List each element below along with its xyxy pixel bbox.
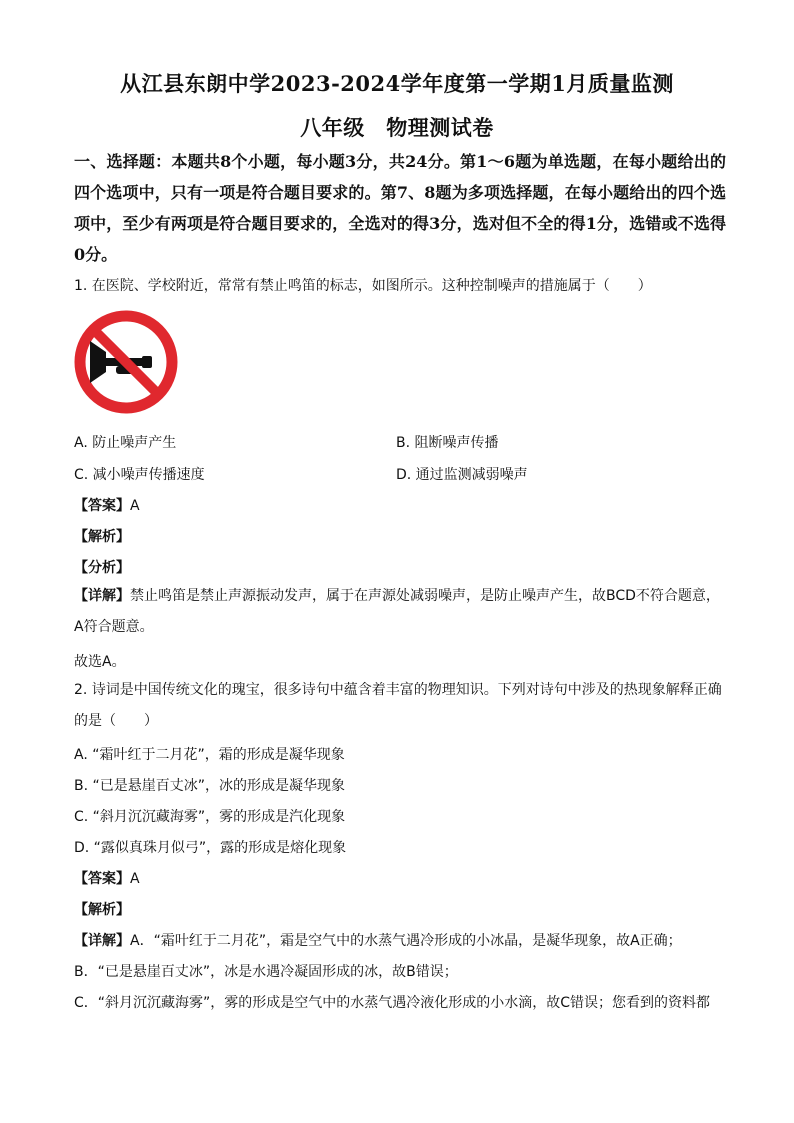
q1-option-c: C. 减小噪声传播速度 bbox=[74, 467, 205, 483]
answer-value: A bbox=[130, 871, 140, 887]
q1-conclusion: 故选A。 bbox=[74, 654, 126, 670]
q1-stem: 1. 在医院、学校附近，常常有禁止鸣笛的标志，如图所示。这种控制噪声的措施属于（ ） bbox=[74, 278, 652, 294]
q1-option-d: D. 通过监测减弱噪声 bbox=[396, 467, 528, 483]
page-title: 从江县东朗中学2023-2024学年度第一学期1月质量监测 bbox=[120, 71, 674, 96]
section-heading: 一、选择题：本题共8个小题，每小题3分，共24分。第1～6题为单选题，在每小题给出的四个选项中，只有一项是符合题目要求的。第7、8题为多项选择题，在每小题给出的四个选项中，至少有两项是符合题目要求的，全选对的得3分，选对但不全的得1分，选错或不选得0分。 bbox=[74, 152, 726, 264]
q2-detail-line-a bbox=[74, 930, 682, 950]
no-honking-sign-icon bbox=[72, 308, 180, 416]
q1-option-b: B. 阻断噪声传播 bbox=[396, 435, 499, 451]
detail-tag: 【详解】 bbox=[74, 588, 130, 604]
q1-answer bbox=[74, 495, 140, 515]
q2-option-d: D. “露似真珠月似弓”，露的形成是熔化现象 bbox=[74, 840, 347, 856]
q1-detail bbox=[74, 581, 722, 643]
detail-tag: 【详解】 bbox=[74, 933, 130, 949]
q2-analysis-tag: 【解析】 bbox=[74, 902, 130, 918]
answer-tag: 【答案】 bbox=[74, 498, 130, 514]
q2-option-a: A. “霜叶红于二月花”，霜的形成是凝华现象 bbox=[74, 747, 345, 763]
page-subtitle: 八年级 物理测试卷 bbox=[300, 115, 494, 140]
q1-fenxi-tag: 【分析】 bbox=[74, 560, 130, 576]
q2-stem: 2. 诗词是中国传统文化的瑰宝，很多诗句中蕴含着丰富的物理知识。下列对诗句中涉及的热现象解释正确的是（ ） bbox=[74, 682, 722, 729]
q2-option-c: C. “斜月沉沉藏海雾”，雾的形成是汽化现象 bbox=[74, 809, 346, 825]
q1-analysis-tag: 【解析】 bbox=[74, 529, 130, 545]
detail-text: A．“霜叶红于二月花”，霜是空气中的水蒸气遇冷形成的小冰晶，是凝华现象，故A正确； bbox=[130, 933, 682, 949]
detail-text: 禁止鸣笛是禁止声源振动发声，属于在声源处减弱噪声，是防止噪声产生，故BCD不符合题意，A符合题意。 bbox=[74, 588, 720, 635]
q2-option-b: B. “已是悬崖百丈冰”，冰的形成是凝华现象 bbox=[74, 778, 346, 794]
q2-detail-line-b: B．“已是悬崖百丈冰”，冰是水遇冷凝固形成的冰，故B错误； bbox=[74, 964, 458, 980]
answer-value: A bbox=[130, 498, 140, 514]
answer-tag: 【答案】 bbox=[74, 871, 130, 887]
q2-answer bbox=[74, 868, 140, 888]
q2-detail-line-c: C．“斜月沉沉藏海雾”，雾的形成是空气中的水蒸气遇冷液化形成的小水滴，故C错误；您看到的资料都 bbox=[74, 995, 711, 1011]
q1-option-a: A. 防止噪声产生 bbox=[74, 435, 177, 451]
